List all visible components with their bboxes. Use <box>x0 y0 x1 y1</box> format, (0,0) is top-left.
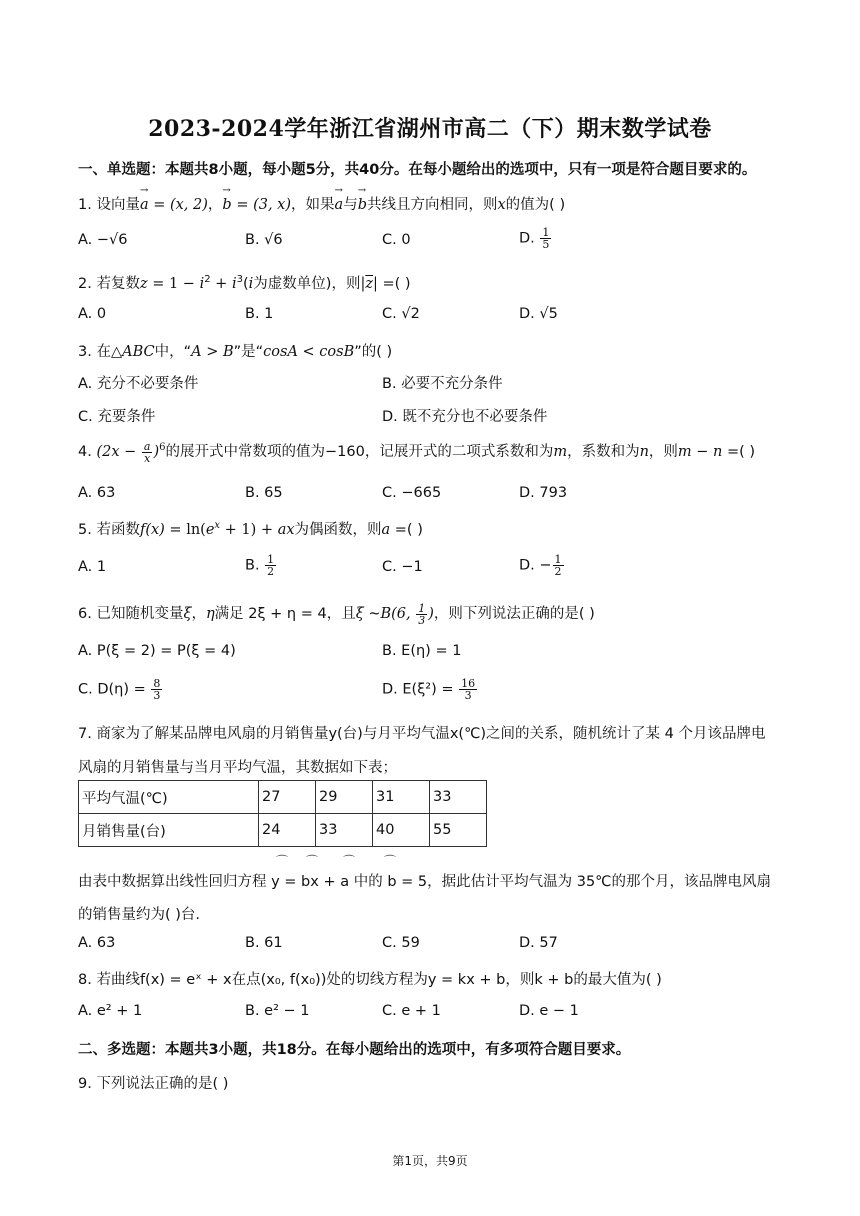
question-5-option-b: B. $\frac{1}{2}$ <box>245 553 275 578</box>
hat-mark: ⌒ <box>276 854 289 868</box>
question-7-line-4: 的销售量约为( )台. <box>78 907 201 923</box>
question-1-option-b: B. √6 <box>245 232 283 248</box>
question-6-option-c: C. D(η) = $\frac{8}{3}$ <box>78 677 161 702</box>
question-2-stem: 2. 若复数$z = 1 - i^2 + i^3(i$为虚数单位)，则$|\overline{z}|$ =( ) <box>78 274 411 292</box>
question-3-option-c: C. 充要条件 <box>78 409 156 425</box>
question-2-option-d: D. √5 <box>519 306 558 322</box>
question-2-option-b: B. 1 <box>245 306 274 322</box>
question-5-stem: 5. 若函数$f(x) = \ln(e^x + 1)$ + ax为偶函数，则a =( ) <box>78 520 423 538</box>
question-9-stem: 9. 下列说法正确的是( ) <box>78 1076 229 1092</box>
table-cell: 24 <box>259 814 316 847</box>
question-5-option-a: A. 1 <box>78 559 107 575</box>
question-1-stem: 1. 设向量→ a = (x, 2)，→ b = (3, x)，如果→ a与→ b共线且方向相同，则x的值为( ) <box>78 193 565 214</box>
question-7-option-b: B. 61 <box>245 935 283 951</box>
table-cell: 27 <box>259 781 316 814</box>
question-7-line-1: 7. 商家为了解某品牌电风扇的月销售量y(台)与月平均气温x(℃)之间的关系，随机统计了某 4 个月该品牌电 <box>78 726 766 742</box>
question-5-option-c: C. −1 <box>382 559 423 575</box>
question-4-option-c: C. −665 <box>382 485 442 501</box>
question-8-stem: 8. 若曲线f(x) = eˣ + x在点(x₀, f(x₀))处的切线方程为y = kx + b，则k + b的最大值为( ) <box>78 972 662 988</box>
question-8-option-c: C. e + 1 <box>382 1003 441 1019</box>
question-8-option-d: D. e − 1 <box>519 1003 579 1019</box>
question-7-option-a: A. 63 <box>78 935 116 951</box>
question-3-stem: 3. 在△ABC中，“A > B”是“cosA < cosB”的( ) <box>78 344 393 360</box>
table-cell: 月销售量(台) <box>79 814 259 847</box>
question-4-option-a: A. 63 <box>78 485 116 501</box>
question-7-option-c: C. 59 <box>382 935 420 951</box>
question-8-option-b: B. e² − 1 <box>245 1003 310 1019</box>
table-cell: 33 <box>430 781 487 814</box>
table-row <box>79 814 487 847</box>
question-3-option-d: D. 既不充分也不必要条件 <box>382 409 548 425</box>
table-cell: 55 <box>430 814 487 847</box>
question-4-option-d: D. 793 <box>519 485 568 501</box>
table-row <box>79 781 487 814</box>
question-7-line-3: 由表中数据算出线性回归方程 y = bx + a 中的 b = 5，据此估计平均气温为 35℃的那个月，该品牌电风扇 <box>78 874 771 890</box>
question-6-option-a: A. P(ξ = 2) = P(ξ = 4) <box>78 643 236 659</box>
question-5-option-d: D. − $\frac{1}{2}$ <box>519 553 562 578</box>
table-cell: 31 <box>373 781 430 814</box>
question-6-option-b: B. E(η) = 1 <box>382 643 462 659</box>
question-2-option-a: A. 0 <box>78 306 107 322</box>
table-cell: 40 <box>373 814 430 847</box>
question-8-option-a: A. e² + 1 <box>78 1003 143 1019</box>
question-6-stem: 6. 已知随机变量ξ，η满足 2ξ + η = 4，且ξ ~B(6, $\frac{1}{3}$ )，则下列说法正确的是( ) <box>78 601 595 627</box>
question-3-option-a: A. 充分不必要条件 <box>78 376 199 392</box>
question-7-option-d: D. 57 <box>519 935 558 951</box>
question-4-option-b: B. 65 <box>245 485 283 501</box>
question-7-line-2: 风扇的月销售量与当月平均气温，其数据如下表； <box>78 760 397 776</box>
page-title: 2023-2024学年浙江省湖州市高二（下）期末数学试卷 <box>148 116 712 142</box>
question-4-stem: 4. (2x − $\frac{a}{x}$ )$^6$的展开式中常数项的值为−160，记展开式的二项式系数和为m，系数和为n，则m − n =( ) <box>78 439 756 465</box>
hat-mark: ⌒ <box>343 854 356 868</box>
question-1-option-a: A. −√6 <box>78 232 128 248</box>
question-1-option-d: D. $\frac{1}{5}$ <box>519 226 550 251</box>
question-3-option-b: B. 必要不充分条件 <box>382 376 503 392</box>
question-6-option-d: D. E(ξ²) = $\frac{16}{3}$ <box>382 677 476 702</box>
section-heading-single-choice: 一、单选题：本题共8小题，每小题5分，共40分。在每小题给出的选项中，只有一项是符合题目要求的。 <box>78 162 757 178</box>
hat-mark: ⌒ <box>384 854 397 868</box>
section-heading-multiple-choice: 二、多选题：本题共3小题，共18分。在每小题给出的选项中，有多项符合题目要求。 <box>78 1042 631 1058</box>
table-cell: 33 <box>316 814 373 847</box>
page-footer: 第1页，共9页 <box>392 1154 468 1168</box>
data-table <box>78 780 487 847</box>
table-cell: 29 <box>316 781 373 814</box>
question-1-option-c: C. 0 <box>382 232 411 248</box>
hat-mark: ⌒ <box>306 854 319 868</box>
table-cell: 平均气温(℃) <box>79 781 259 814</box>
question-2-option-c: C. √2 <box>382 306 420 322</box>
